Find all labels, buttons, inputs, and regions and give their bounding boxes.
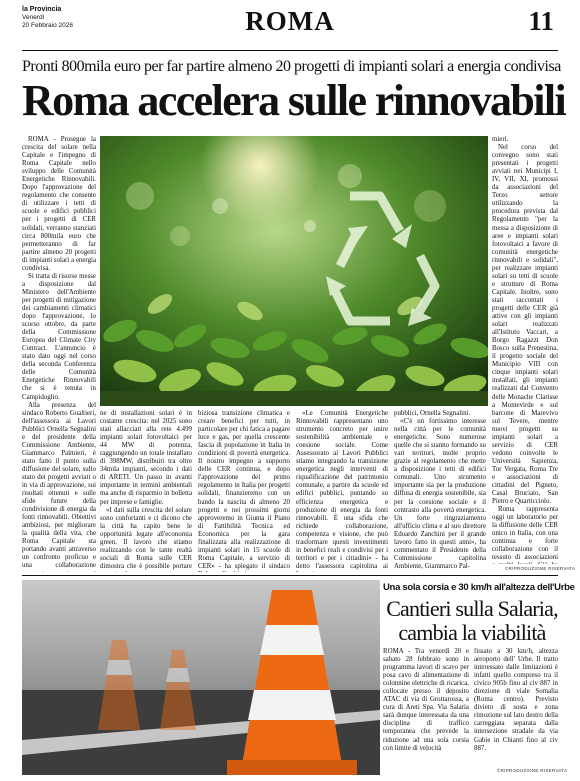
paragraph: biziosa transizione climatica e creare benefici per tutti, in particolare per chi fatica a pagare luce e gas, per quella crescente fascia di popolazione in Italia in condizioni di povertà energetica. Il nostro impegno a supporto delle CER continua, e dopo l'approvazione del primo regolamento in Italia per progetti solidali, finanzieremo con un bando la nascita di almeno 20 progetti e nei prossimi giorni approveremo in Giunta il Piano di Fattibilità Tecnica ed Economica per la gara finalizzata alla realizzazione di impianti solari in 15 scuole di Roma Capitale, a servizio di CER» - ha spiegato il sindaco (198, 410, 290, 570)
paragraph: ne di installazioni solari è in costante crescita: nel 2025 sono stati allacciati alla rete 4.499 impianti solari fotovoltaici per 44 MW di potenza, raggiungendo un totale installato di 398MW, distribuiti tra oltre 34mila impianti, secondo i dati di ARETI. Un passo in avanti importante in termini ambientali ma anche di risparmio in bolletta per imprese e famiglie. (100, 410, 192, 506)
second-kicker: Una sola corsia e 30 km/h all'altezza dell'Urbe (383, 582, 575, 593)
article-column-1 (22, 136, 96, 572)
paragraph: Si tratta di risorse messe a disposizione dal Ministero dell'Ambiente per progetti di mitigazione dei cambiamenti climatici dopo l'approvazione, lo scorso ottobre, da parte della Commissione Europea del Climate City Contract. L'annuncio è stato dato oggi nel corso della seconda Conferenza delle Comunità Energetiche Rinnovabili che si è tenuta in Campidoglio. (22, 272, 96, 401)
main-photo (100, 136, 488, 406)
main-headline: Roma accelera sulle rinnovabili (22, 76, 566, 125)
paragraph: ROMA - Tra venerdì 20 e sabato 28 febbraio sono in programma lavori di scavo per posa cavo di alimentazione di colonnine elettriche di ricarica, collocate presso il deposito ATAC di via di Grottarossa, a cura di Areti Spa. Via Salaria sarà dunque interessata da una disciplina di traffico temporanea che prevede la riduzione ad una sola corsia con limite di velocità (383, 648, 469, 752)
article-column-4 (296, 410, 388, 572)
traffic-cone-illustration (22, 580, 380, 775)
issue-day: Venerdì (22, 14, 45, 21)
publication-name: la Provincia (22, 6, 62, 13)
page-number: 11 (528, 6, 554, 36)
article-divider (22, 575, 558, 576)
paragraph: Alla presenza del sindaco Roberto Gualtieri, dell'assessora ai Lavori Pubblici Ornella Segnalini e del presidente della Commissione Ambiente, Giammarco Palmieri, è stato fatto il punto sulla diffusione del solare, sullo stato dei progetti avviati o in via di approvazione, sui risultati ottenuti e sulle sfide future della condivisione di energia da fonti rinnovabili. Obiettivi ambiziosi, per migliorare la qualità della vita, che Roma Capitale sta portando avanti attraverso un confronto proficuo e una collaborazione (22, 401, 96, 570)
paragraph: Nel corso del convegno sono stati presentati i progetti avviati nei Municipi I, IV, VII, XI, promossi da associazioni del Terzo settore utilizzando la procedura prevista dal Regolamento "per la messa a disposizione di aree e impianti solari fotovoltaici a favore di comunità energetiche rinnovabili e solidali", per realizzare impianti solari su tetti di scuole e strutture di Roma Capitale. Inoltre, sono stati raccontati i progetti delle CER già attive con gli impianti solari realizzati all'Istituto Vaccari, a Borgo Ragazzi Don Bosco sulla Prenestina, il progetto sociale del Municipio VIII con cinque impianti solari installati, gli impianti realizzati dal Convento delle Monache Clarisse a Montevirde e sul barcone di Marevivo sul Tevere, mentre nuovi progetti su impianti solari a servizio di CER vedono coinvolte le Università Sapienza, Tor Vergata, Roma Tre e associazioni di cittadini del Pigneto, Casal Bruciato, San Pietro e Quarticciolo. (492, 144, 558, 506)
page-header (0, 0, 580, 50)
article-column-2 (100, 410, 192, 572)
paragraph: fissato a 30 km/h, altezza aeroporto dell' Urbe. Il tratto interessato dalle limitazioni è infatti quello compreso tra il civico 905b fino al civ 887 in direzione di viale Somalia (Roma centro). Previsto divieto di sosta e zona rimozione sul lato destro della carreggiata separata dalla intersezione stradale da via Gabie in Chianti fino al civ 887. (474, 648, 558, 752)
second-copyright-credit: ©RIPRODUZIONE RISERVATA (497, 768, 568, 773)
article-column-5 (394, 410, 486, 572)
second-headline: Cantieri sulla Salaria, cambia la viabilità (386, 596, 558, 645)
paragraph: «C'è un fortissimo interesse nella città per le comunità energetiche. Sono numerose quelle che si stanno formando su vari territori, molte proprio grazie al regolamento che mette a disposizione i tetti di edifici comunali. Uno strumento importante sia per la produzione diffusa di energia sostenibile, sia per la coesione sociale e il contrasto alla povertà energetica. Un forte ringraziamento all'ufficio clima e al suo direttore Edoardo Zanchini per il grande lavoro fatto in questi anni», ha commentato il Presidente della Commissione capitolina Ambiente, Giammarco Pal- (394, 418, 486, 570)
header-divider (22, 50, 558, 51)
paragraph: «Le Comunità Energetiche Rinnovabili rappresentano uno strumento concreto per unire sostenibilità ambientale e coesione sociale. Come Assessorato ai Lavori Pubblici stiamo integrando la transizione energetica negli interventi di riqualificazione del patrimonio comunale, a partire da scuole ed edifici pubblici, puntando su efficienza energetica e produzione di energia da fonti rinnovabili. È una sfida che richiede collaborazione, competenza e visione, che può trasformare questi investimenti in benefici reali e condivisi per i territori e per i cittadini» - ha detto l'assessora capitolina ai (296, 410, 388, 570)
paragraph: pubblici, Ornella Segnalini. (394, 410, 471, 417)
article-column-3 (198, 410, 290, 572)
paragraph: «I dati sulla crescita del solare sono confortanti e ci dicono che la città ha capito bene le opportunità legate all'economia green. Il lavoro che stiamo realizzando con le tante realtà sociali di Roma sulle CER dimostra che è possibile portare (100, 506, 192, 570)
roadworks-photo (22, 580, 380, 775)
paragraph: ROMA - Prosegue la crescita del solare nella Capitale e l'impegno di Roma Capitale nello sviluppo delle Comunità Energetiche Rinnovabili. Dopo l'approvazione del regolamento che consente di utilizzare i tetti di scuole e edifici pubblici per i progetti di CER solidali, verranno stanziati circa 800mila euro che permetteranno di far partire almeno 20 progetti di impianti solari a energia condivisa. (22, 136, 96, 272)
second-article-column-2 (474, 648, 558, 766)
paragraph: Roma rappresenta oggi un laboratorio per la diffusione delle CER unico in Italia, con una continua e forte collaborazione con il tessuto di associazioni (492, 506, 558, 562)
second-article-column-1 (383, 648, 469, 774)
paragraph: mieri. (492, 136, 509, 143)
section-title: ROMA (245, 6, 335, 36)
main-kicker: Pronti 800mila euro per far partire almeno 20 progetti di impianti solari a energia condivisa (22, 58, 561, 75)
issue-date: 20 Febbraio 2026 (22, 22, 73, 29)
solar-plants-illustration (100, 136, 488, 406)
article-column-6 (492, 136, 558, 564)
copyright-credit: ©RIPRODUZIONE RISERVATA (505, 566, 576, 571)
